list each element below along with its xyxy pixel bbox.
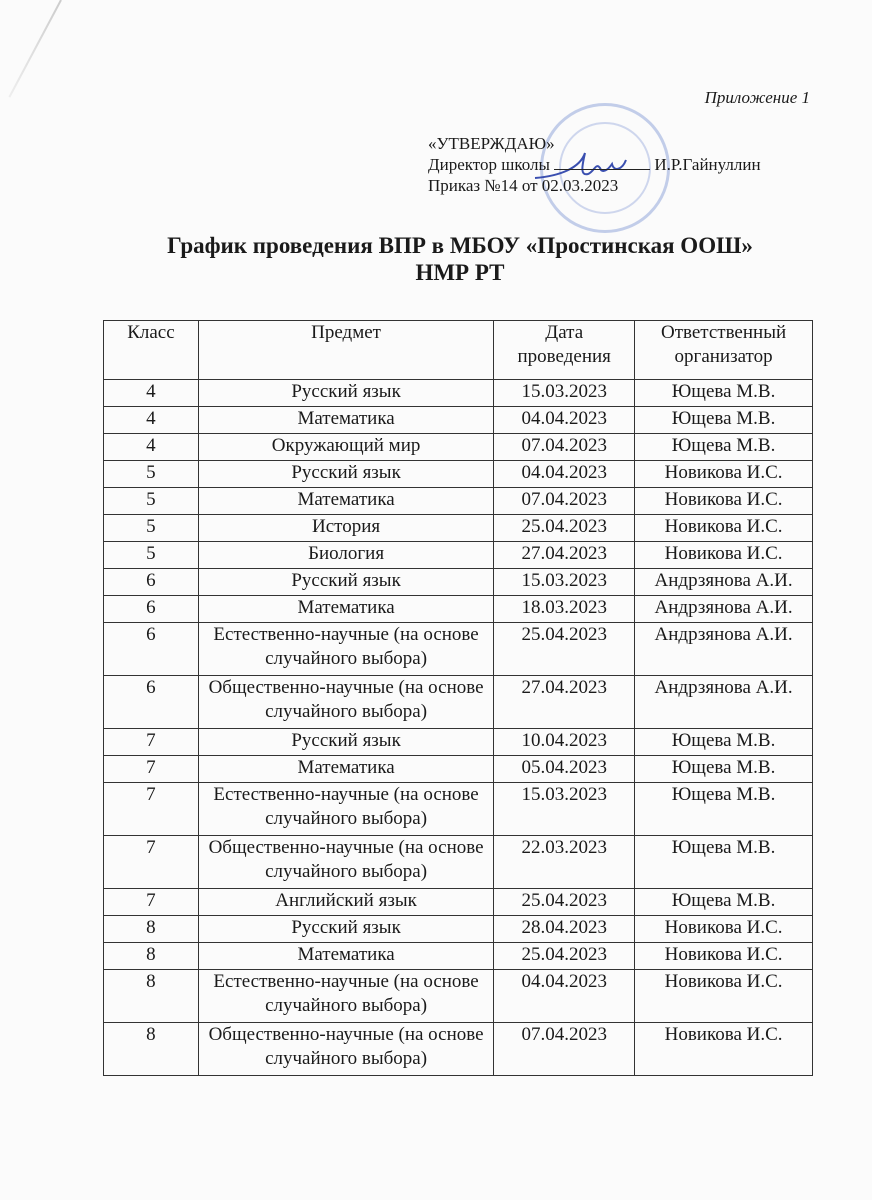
date-cell: 15.03.2023 [494,569,635,596]
subject-cell: Английский язык [198,889,493,916]
date-cell: 27.04.2023 [494,542,635,569]
header-date: Дата проведения [494,321,635,380]
organizer-cell: Новикова И.С. [635,542,813,569]
paper-crease [8,0,61,98]
organizer-cell: Новикова И.С. [635,1023,813,1076]
table-row [104,756,813,783]
date-cell: 22.03.2023 [494,836,635,889]
organizer-cell: Ющева М.В. [635,889,813,916]
subject-cell: Математика [198,407,493,434]
table-row [104,970,813,1023]
date-cell: 25.04.2023 [494,943,635,970]
approval-heading: «УТВЕРЖДАЮ» [428,134,555,153]
subject-cell: Математика [198,596,493,623]
table-row [104,783,813,836]
grade-cell: 6 [104,623,199,676]
table-row [104,916,813,943]
subject-cell: Окружающий мир [198,434,493,461]
organizer-cell: Ющева М.В. [635,783,813,836]
organizer-cell: Андрзянова А.И. [635,596,813,623]
approval-order: Приказ №14 от 02.03.2023 [428,176,619,195]
date-cell: 15.03.2023 [494,783,635,836]
date-cell: 07.04.2023 [494,1023,635,1076]
table-row [104,380,813,407]
table-row [104,836,813,889]
date-cell: 10.04.2023 [494,729,635,756]
organizer-cell: Андрзянова А.И. [635,569,813,596]
date-cell: 05.04.2023 [494,756,635,783]
grade-cell: 7 [104,729,199,756]
subject-cell: Биология [198,542,493,569]
grade-cell: 4 [104,380,199,407]
table-row [104,623,813,676]
table-row [104,729,813,756]
subject-cell: Русский язык [198,569,493,596]
date-cell: 27.04.2023 [494,676,635,729]
vpr-schedule-table [103,320,813,1076]
page-title [0,232,872,286]
date-cell: 07.04.2023 [494,488,635,515]
title-line-1: График проведения ВПР в МБОУ «Простинская ООШ» [167,233,753,258]
grade-cell: 8 [104,1023,199,1076]
header-subject: Предмет [198,321,493,380]
subject-cell: Общественно-научные (на основе случайного выбора) [198,836,493,889]
table-row [104,515,813,542]
organizer-cell: Ющева М.В. [635,407,813,434]
approval-block [428,133,761,196]
appendix-label: Приложение 1 [704,88,810,107]
grade-cell: 5 [104,515,199,542]
subject-cell: Естественно-научные (на основе случайного выбора) [198,783,493,836]
date-cell: 04.04.2023 [494,970,635,1023]
date-cell: 25.04.2023 [494,623,635,676]
director-name: И.Р.Гайнуллин [654,155,761,174]
organizer-cell: Андрзянова А.И. [635,623,813,676]
grade-cell: 5 [104,461,199,488]
subject-cell: Математика [198,943,493,970]
subject-cell: Русский язык [198,380,493,407]
subject-cell: Общественно-научные (на основе случайного выбора) [198,676,493,729]
organizer-cell: Ющева М.В. [635,836,813,889]
organizer-cell: Новикова И.С. [635,916,813,943]
subject-cell: Общественно-научные (на основе случайного выбора) [198,1023,493,1076]
organizer-cell: Андрзянова А.И. [635,676,813,729]
organizer-cell: Новикова И.С. [635,970,813,1023]
grade-cell: 7 [104,756,199,783]
table-row [104,569,813,596]
subject-cell: Русский язык [198,729,493,756]
date-cell: 04.04.2023 [494,407,635,434]
title-line-2: НМР РТ [415,260,505,285]
subject-cell: Русский язык [198,916,493,943]
organizer-cell: Ющева М.В. [635,434,813,461]
table-row [104,434,813,461]
grade-cell: 6 [104,676,199,729]
header-grade: Класс [104,321,199,380]
table-row [104,676,813,729]
grade-cell: 7 [104,889,199,916]
date-cell: 25.04.2023 [494,515,635,542]
table-row [104,943,813,970]
grade-cell: 6 [104,596,199,623]
table-row [104,596,813,623]
director-position: Директор школы [428,155,550,174]
subject-cell: Русский язык [198,461,493,488]
subject-cell: Математика [198,488,493,515]
grade-cell: 5 [104,542,199,569]
approval-director-line [428,154,761,175]
grade-cell: 4 [104,407,199,434]
subject-cell: Естественно-научные (на основе случайного выбора) [198,623,493,676]
table-row [104,407,813,434]
organizer-cell: Ющева М.В. [635,756,813,783]
date-cell: 25.04.2023 [494,889,635,916]
table-row [104,461,813,488]
header-organizer: Ответственный организатор [635,321,813,380]
date-cell: 28.04.2023 [494,916,635,943]
table-header-row [104,321,813,380]
organizer-cell: Новикова И.С. [635,943,813,970]
date-cell: 07.04.2023 [494,434,635,461]
grade-cell: 8 [104,916,199,943]
subject-cell: Математика [198,756,493,783]
organizer-cell: Новикова И.С. [635,515,813,542]
grade-cell: 7 [104,836,199,889]
date-cell: 15.03.2023 [494,380,635,407]
grade-cell: 8 [104,943,199,970]
table-row [104,889,813,916]
organizer-cell: Новикова И.С. [635,488,813,515]
table-row [104,542,813,569]
organizer-cell: Новикова И.С. [635,461,813,488]
organizer-cell: Ющева М.В. [635,729,813,756]
subject-cell: История [198,515,493,542]
date-cell: 18.03.2023 [494,596,635,623]
table-row [104,488,813,515]
grade-cell: 8 [104,970,199,1023]
grade-cell: 4 [104,434,199,461]
grade-cell: 5 [104,488,199,515]
date-cell: 04.04.2023 [494,461,635,488]
signature-line [554,155,650,170]
grade-cell: 6 [104,569,199,596]
organizer-cell: Ющева М.В. [635,380,813,407]
subject-cell: Естественно-научные (на основе случайного выбора) [198,970,493,1023]
grade-cell: 7 [104,783,199,836]
table-row [104,1023,813,1076]
